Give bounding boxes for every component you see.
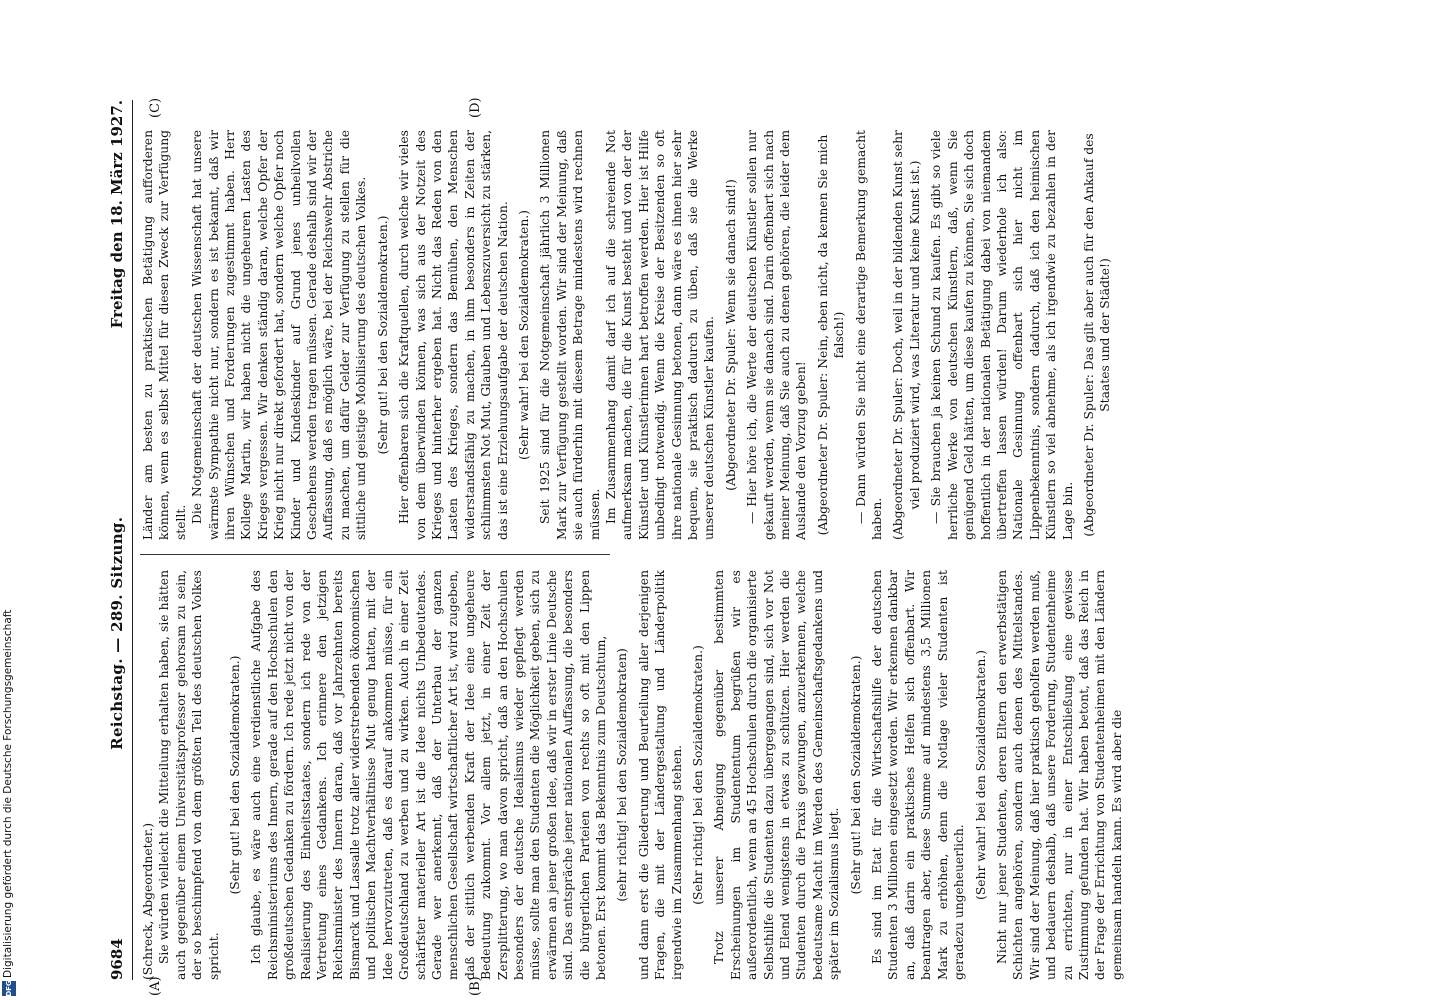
paragraph: Im Zusammenhang damit darf ich auf die schreiende Not aufmerksam machen, die für die Kunst besteht und von der der Künstler und Künstlerinnen hart betroffen werden. Hier ist Hilfe unbedingt notwendig. Wenn die Kreise der Besitzenden so oft ihre nationale Gesinnung betonen, dann wäre es ihnen hier sehr bequem, sie praktisch dadurch zu üben, daß sie die Werke unserer deutschen Künstler kaufen. bbox=[603, 130, 717, 540]
paragraph: Seit 1925 sind für die Notgemeinschaft jährlich 3 Millionen Mark zur Verfügung gestellt worden. Wir sind der Meinung, daß sie auch fürderhin mit diesem Betrage mindestens wird rechnen müssen. bbox=[538, 130, 602, 540]
paragraph: Ich glaube, es wäre auch eine verdienstliche Aufgabe des Reichsministeriums des Innern, gerade auf den Hochschulen den großdeutschen Gedanken zu fördern. Ich rede jetzt nicht von der Realisierung des Einheitsstaates, sondern ich rede von der Vertretung eines Gedankens. Ich erinnere den jetzigen Reichsminister des Innern daran, daß vor Jahrzehnten bereits Bismarck und Lassalle trotz aller widerstrebenden ökonomischen und politischen Machtverhältnisse Mut genug hatten, mit der Idee hervorzutreten, daß es darauf ankommen müsse, für ein Großdeutschland zu werben und zu wirken. Auch in einer Zeit schärfster materieller Art ist die Idee nichts Unbedeutendes. Gerade wer anerkennt, daß der Unterbau der ganzen menschlichen Gesellschaft wirtschaftlicher Art ist, wird zugeben, daß der sittlich werbenden Kraft der Idee eine ungeheure Bedeutung zukommt. Vor allem jetzt, in einer Zeit der Zersplitterung, wo man davon spricht, daß an den Hochschulen besonders der deutsche Idealismus wieder gepflegt werden müsse, sollte man den Studenten die Möglichkeit geben, sich zu erwärmen an jener großen Idee, daß wir in erster Linie Deutsche sind. Das entspräche jener nationalen Auffassung, die besonders die bürgerlichen Parteien von rechts so oft mit den Lippen betonen. Erst kommt das Bekenntnis zum Deutschtum, bbox=[249, 570, 608, 980]
interjection: (Abgeordneter Dr. Spuler: Doch, weil in der bildenden Kunst sehr viel produziert wird, was Literatur und keine Kunst ist.) bbox=[891, 130, 922, 540]
session-date: Freitag den 18. März 1927. bbox=[108, 100, 126, 329]
margin-marker-d: (D) bbox=[468, 97, 483, 118]
interjection: (Sehr richtig! bei den Sozialdemokraten.) bbox=[691, 645, 705, 905]
dfg-logo: DFG bbox=[2, 981, 16, 996]
right-column bbox=[140, 130, 1113, 540]
paragraph: — Dann würden Sie nicht eine derartige Bemerkung gemacht haben. bbox=[853, 130, 885, 540]
header-rule bbox=[132, 100, 133, 980]
column-divider bbox=[140, 554, 610, 555]
interjection: (Abgeordneter Dr. Spuler: Wenn sie danach sind!) bbox=[723, 179, 738, 491]
interjection: (Sehr gut! bei den Sozialdemokraten.) bbox=[228, 655, 243, 895]
page-body bbox=[108, 97, 1418, 996]
margin-marker-c: (C) bbox=[148, 97, 163, 118]
interjection: (Sehr gut! bei den Sozialdemokraten.) bbox=[375, 215, 390, 455]
paragraph: Es sind im Etat für die Wirtschaftshilfe der deutschen Studenten 3 Millionen eingesetzt worden. Wir erkennen dankbar an, daß darin ein praktisches Helfen sich offenbart. Wir beantragen aber, diese Summe auf mindestens 3,5 Millionen Mark zu erhöhen, denn die Notlage vieler Studenten ist geradezu ungeheuerlich. bbox=[870, 570, 967, 980]
interjection: (Sehr wahr! bei den Sozialdemokraten.) bbox=[516, 210, 531, 460]
speaker-label: (Schreck, Abgeordneter.) bbox=[141, 822, 155, 980]
paragraph: Nicht nur jener Studenten, deren Eltern den erwerbstätigen Schichten angehören, sondern auch denen des Mittelstandes. Wir sind der Meinung, daß hier praktisch geholfen werden muß, und bedauern deshalb, daß unsere Forderung, Studentenheime zu errichten, nur in einer Entschließung eine gewisse Zustimmung gefunden hat. Wir haben betont, daß das Reich in der Frage der Errichtung von Studentenheimen mit den Ländern gemeinsam handeln kann. Es wird aber die bbox=[994, 570, 1124, 980]
page-number: 9684 bbox=[108, 938, 126, 980]
paragraph: Die Notgemeinschaft der deutschen Wissenschaft hat unsere wärmste Sympathie nicht nur, sondern es ist bekannt, daß wir ihren Wünschen und Forderungen zugestimmt haben. Herr Kollege Martin, wir haben nicht die ungeheuren Lasten des Krieges vergessen. Wir denken ständig daran, welche Opfer der Krieg nicht nur direkt gefordert hat, sondern welche Opfer noch Kinder und Kindeskinder auf Grund jenes unheilvollen Geschehens werden tragen müssen. Gerade deshalb sind wir der Auffassung, daß es möglich wäre, bei der Reichswehr Abstriche zu machen, um dafür Gelder zur Verfügung zu stellen für die sittliche und geistige Mobilisierung des deutschen Volkes. bbox=[190, 130, 369, 540]
interjection: (Abgeordneter Dr. Spuler: Nein, eben nicht, da kennen Sie mich falsch!) bbox=[815, 134, 847, 536]
paragraph: Länder am besten zu praktischen Betätigung aufforderen können, wenn es selbst Mittel für diesen Zweck zur Verfügung stellt. bbox=[141, 130, 188, 540]
page-header bbox=[108, 100, 130, 980]
margin-marker-b: (B) bbox=[468, 976, 483, 996]
paragraph: Hier offenbaren sich die Kraftquellen, durch welche wir vieles von dem überwinden können, was sich aus der Notzeit des Krieges und hinterher ergeben hat. Nicht das Reden von den Lasten des Krieges, sondern das Bemühen, den Menschen widerstandsfähig zu machen, in ihm besonders in Zeiten der schlimmsten Not Mut, Glauben und Lebenszuversicht zu stärken, das ist eine Erziehungsaufgabe der deutschen Nation. bbox=[397, 130, 510, 540]
paragraph: — Sie brauchen ja keinen Schund zu kaufen. Es gibt so viele herrliche Werke von deutschen Künstlern, daß, wenn Sie genügend Geld hätten, um diese kaufen zu können, Sie sich doch hoffentlich in der nationalen Betätigung dabei von niemandem übertreffen lassen würden! Darum wiederhole ich also: Nationale Gesinnung offenbart sich hier nicht im Lippenbekenntnis, sondern dadurch, daß ich den heimischen Künstlern so viel abnehme, als ich irgendwie zu bezahlen in der Lage bin. bbox=[929, 130, 1075, 540]
paragraph: Trotz unserer Abneigung gegenüber bestimmten Erscheinungen im Studententum begrüßen wir es außerordentlich, wenn an 45 Hochschulen durch die organisierte Selbsthilfe die Studenten dazu übergegangen sind, sich vor Not und Elend wenigstens in etwas zu schützen. Hier werden die Studenten durch die Praxis gezwungen, anzuerkennen, welche bedeutsame Macht im Werden des Gemeinschaftsgedankens und später im Sozialismus liegt. bbox=[712, 570, 842, 980]
interjection: (Sehr wahr! bei den Sozialdemokraten.) bbox=[973, 650, 988, 900]
margin-marker-a: (A) bbox=[148, 976, 163, 996]
footer-strip bbox=[0, 0, 18, 1000]
interjection: (Sehr gut! bei den Sozialdemokraten.) bbox=[848, 655, 863, 895]
left-column bbox=[140, 570, 1124, 980]
funding-credit: Digitalisierung gefördert durch die Deutsche Forschungsgemeinschaft bbox=[2, 609, 14, 978]
interjection: (sehr richtig! bei den Sozialdemokraten) bbox=[615, 648, 630, 902]
session-title: Reichstag. — 289. Sitzung. bbox=[108, 516, 126, 750]
paragraph: — Hier höre ich, die Werte der deutschen Künstler sollen nur gekauft werden, wenn sie danach sind. Darin offenbart sich nach meiner Meinung, daß Sie auch zu denen gehören, die leider dem Auslande den Vorzug geben! bbox=[745, 130, 809, 540]
paragraph: Sie würden vielleicht die Mitteilung erhalten haben, sie hätten auch gegenüber einem Universitätsprofessor gehorsam zu sein, der so beschimpfend von dem größten Teil des deutschen Volkes spricht. bbox=[157, 570, 221, 980]
interjection: (Abgeordneter Dr. Spuler: Das gilt aber auch für den Ankauf des Staates und der Städte!) bbox=[1081, 133, 1113, 537]
paragraph: und dann erst die Gliederung und Beurteilung aller derjenigen Fragen, die mit der Ländergestaltung und Länderpolitik irgendwie im Zusammenhang stehen. bbox=[636, 570, 684, 980]
